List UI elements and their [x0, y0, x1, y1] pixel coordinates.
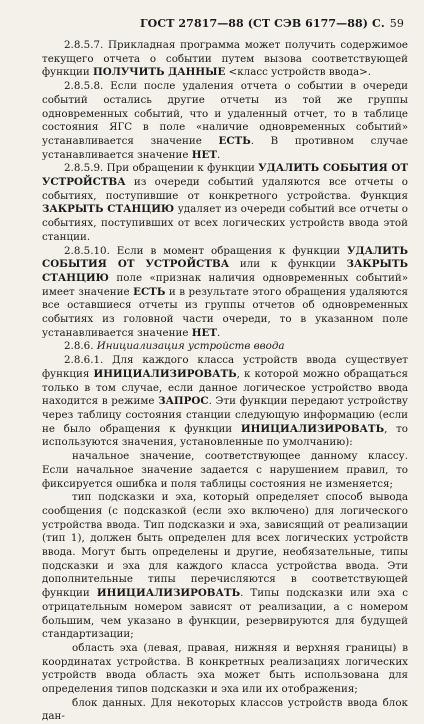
bold-term: ЕСТЬ: [133, 285, 166, 298]
text-run: поле «признак наличия одновременных событий» имеет значение: [42, 271, 408, 298]
text-run: , то используются значения, установленные по умолчанию):: [42, 422, 408, 449]
bold-term: ПОЛУЧИТЬ ДАННЫЕ: [93, 66, 226, 79]
paragraph: [42, 80, 408, 162]
text-run: . Эти функции передают устройству через таблицу состояния станции следующую информацию (если не было обращения к функции: [42, 395, 408, 435]
bold-term: ЗАКРЫТЬ СТАНЦИЮ: [42, 258, 409, 284]
paragraph: [42, 450, 408, 491]
paragraph: [42, 697, 408, 724]
bold-term: УДАЛИТЬ СОБЫТИЯ ОТ УСТРОЙСТВА: [42, 162, 408, 189]
bold-term: ИНИЦИАЛИЗИРОВАТЬ: [93, 367, 237, 380]
text-run: 2.8.5.7. Прикладная программа может получить содержимое текущего отчета о событии путем вызова соответствующей функции: [42, 39, 408, 79]
text-run: .: [217, 148, 221, 161]
bold-term: ЕСТЬ: [218, 134, 251, 147]
bold-term: ЗАПРОС: [158, 395, 209, 408]
text-run: или к функции: [229, 258, 347, 271]
text-run: 2.8.6.1. Для каждого класса устройств ввода существует функция: [42, 354, 408, 380]
text-run: . Типы подсказки или эха с отрицательным номером зависят от реализации, а с номером большим, чем указано в функции, резервируются для будущей стандартизации;: [42, 587, 408, 641]
text-run: .: [217, 326, 221, 339]
text-run: . В противном случае устанавливается значение: [42, 134, 408, 161]
bold-term: ИНИЦИАЛИЗИРОВАТЬ: [240, 422, 385, 435]
text-run: блок данных. Для некоторых классов устройств ввода блок дан-: [42, 696, 408, 723]
text-run: удаляет из очереди событий все отчеты о событиях, поступивших от всех логических устройств ввода этой станции.: [42, 203, 408, 243]
bold-term: ЗАКРЫТЬ СТАНЦИЮ: [42, 203, 175, 216]
paragraph: [42, 245, 408, 341]
text-run: 2.8.5.8. Если после удаления отчета о событии в очереди событий остались другие отчеты из той же группы одновременных событий, что и удаленный отчет, то в таблице состояния ЯГС в поле «наличие одновременных событий» устанавливается значение: [42, 80, 408, 147]
text-run: область эха (левая, правая, нижняя и верхняя границы) в координатах устройства. В конкретных реализациях логических устройств ввода область эха может быть использована для определения типов подсказки и эха или их отображения;: [42, 641, 408, 696]
paragraph: [42, 39, 408, 80]
text-run: и в результате этого обращения удаляются все оставшиеся отчеты из группы отчетов об одновременных событиях из головной части очереди, то в указанном поле устанавливается значение: [42, 285, 408, 339]
text-run: 2.8.5.9. При обращении к функции: [64, 162, 259, 175]
paragraph: [42, 340, 408, 354]
text-run: , к которой можно обращаться только в том случае, если данное логическое устройство ввода находится в режиме: [42, 367, 408, 408]
paragraph: [42, 354, 408, 450]
paragraph: [42, 491, 408, 642]
paragraph: [42, 162, 408, 244]
body-text: [42, 39, 408, 724]
bold-term: ИНИЦИАЛИЗИРОВАТЬ: [96, 587, 241, 600]
text-run: 2.8.5.10. Если в момент обращения к функции: [64, 244, 348, 257]
bold-term: НЕТ: [191, 148, 217, 161]
bold-term: УДАЛИТЬ СОБЫТИЯ ОТ УСТРОЙСТВА: [42, 244, 408, 271]
text-run: начальное значение, соответствующее данному классу. Если начальное значение задается с нарушением правил, то фиксируется ошибка и поля таблицы состояния не изменяется;: [42, 450, 408, 490]
bold-term: НЕТ: [191, 326, 217, 339]
text-run: <класс устройств ввода>.: [225, 66, 372, 79]
page-number: 59: [389, 17, 404, 30]
header-title: ГОСТ 27817—88 (СТ СЭВ 6177—88) С.: [139, 17, 385, 30]
running-header: [42, 17, 404, 30]
paragraph: [42, 642, 408, 697]
italic-heading: Инициализация устройств ввода: [96, 340, 285, 353]
text-run: из очереди событий удаляются все отчеты о событиях, поступившие от конкретного устройства. Функция: [42, 176, 408, 202]
text-run: 2.8.6.: [64, 340, 97, 353]
text-run: тип подсказки и эха, который определяет способ вывода сообщения (с подсказкой (если эхо включено) для логического устройства ввода. Тип подсказки и эха, зависящий от реализации (тип 1), должен быть определен для всех логических устройств ввода. Могут быть определены и другие, необязательные, типы подсказки и эха для каждого класса устройства ввода. Эти дополнительные типы перечисляются в соответствующей функции: [42, 491, 408, 600]
